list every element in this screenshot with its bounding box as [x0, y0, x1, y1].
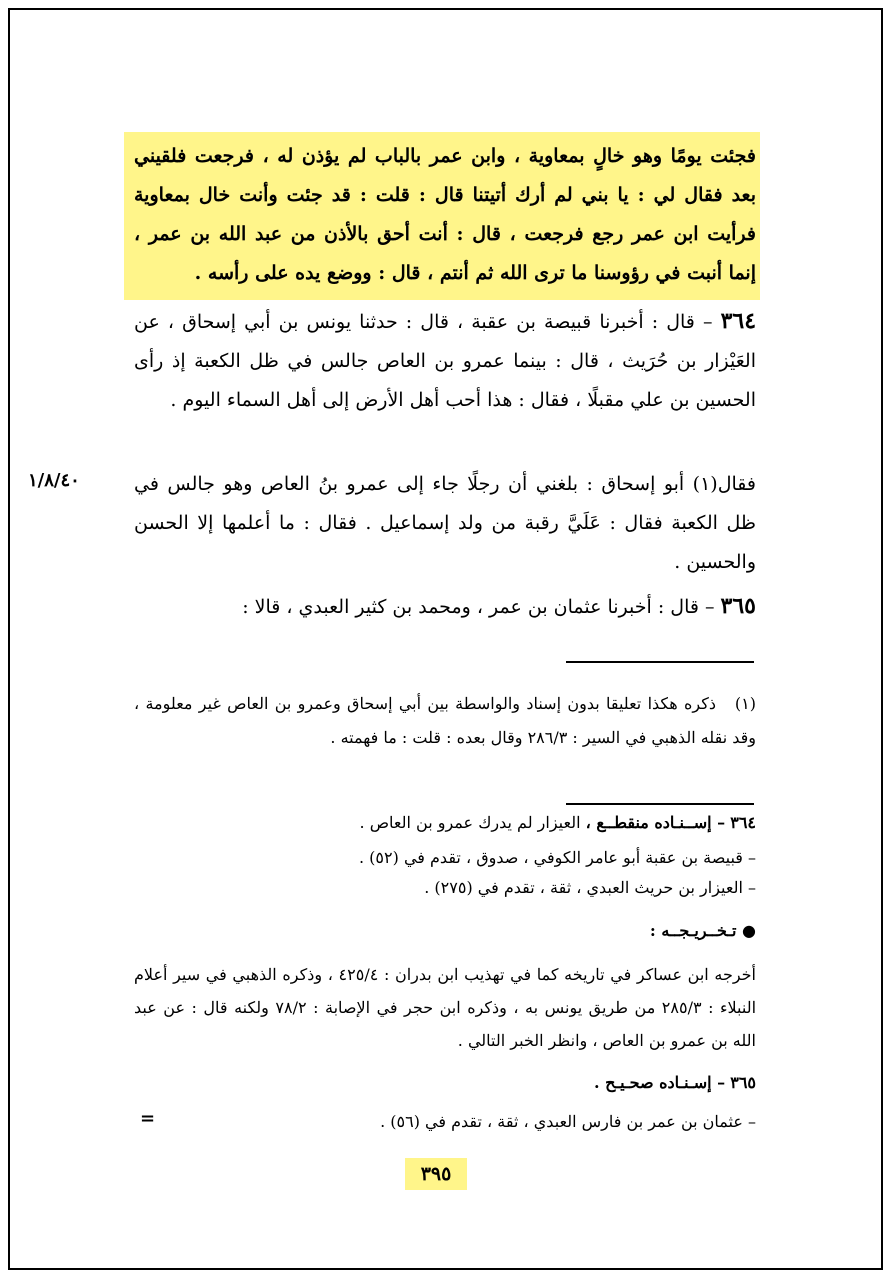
commentary-364-heading	[134, 808, 756, 838]
commentary-divider	[566, 803, 754, 805]
narrator-note-1: – قبيصة بن عقبة أبو عامر الكوفي ، صدوق ، تقدم في (٥٢) .	[359, 848, 756, 867]
commentary-365-heading	[134, 1068, 756, 1098]
commentary-364-rest: العيزار لم يدرك عمرو بن العاص .	[359, 813, 581, 832]
commentary-365-label: – إسـنـاده صحـيـح .	[593, 1073, 726, 1092]
commentary-364-number: ٣٦٤	[730, 813, 756, 832]
narrator-note-3: – عثمان بن عمر بن فارس العبدي ، ثقة ، تقدم في (٥٦) .	[380, 1112, 756, 1131]
hadith-364-number: ٣٦٤	[720, 308, 757, 334]
commentary-365-number: ٣٦٥	[730, 1073, 756, 1092]
narrator-note-2: – العيزار بن حريث العبدي ، ثقة ، تقدم في (٢٧٥) .	[424, 878, 756, 897]
footnote	[134, 687, 756, 755]
footnote-divider	[566, 661, 754, 663]
margin-reference: ١/٨/٤٠	[28, 470, 80, 491]
hadith-365	[134, 587, 756, 627]
hadith-364	[134, 302, 756, 420]
takhrij-heading: ● تـخــريـجــه :	[649, 921, 756, 940]
continuation-mark: =	[140, 1108, 156, 1129]
abu-ishaq-paragraph: فقال(١) أبو إسحاق : بلغني أن رجلًا جاء إلى عمرو بنُ العاص وهو جالس في ظل الكعبة فقال : عَلَيَّ رقبة من ولد إسماعيل . فقال : ما أعلمها إلا الحسن والحسين .	[134, 473, 756, 573]
page-number: ٣٩٥	[405, 1158, 467, 1190]
highlighted-passage: فجئت يومًا وهو خالٍ بمعاوية ، وابن عمر بالباب لم يؤذن له ، فرجعت فلقيني بعد فقال لي : يا بني لم أرك أتيتنا قال : قلت : قد جئت وأنت خال بمعاوية فرأيت ابن عمر رجع فرجعت ، قال : أنت أحق بالأذن من عبد الله بن عمر ، إنما أنبت في رؤوسنا ما ترى الله ثم أنتم ، قال : ووضع يده على رأسه .	[134, 145, 756, 284]
commentary-364-label: – إســنـاده منقطــع ،	[585, 813, 726, 832]
footnote-marker: (١)	[734, 694, 756, 713]
takhrij-text: أخرجه ابن عساكر في تاريخه كما في تهذيب ابن بدران : ٤٢٥/٤ ، وذكره الذهبي في سير أعلام النبلاء : ٢٨٥/٣ من طريق يونس به ، وذكره ابن حجر في الإصابة : ٧٨/٢ ولكنه قال : عن عبد الله بن عمرو بن العاص ، وانظر الخبر التالي .	[134, 965, 757, 1050]
hadith-365-text: – قال : أخبرنا عثمان بن عمر ، ومحمد بن كثير العبدي ، قالا :	[242, 596, 715, 618]
hadith-364-text: – قال : أخبرنا قبيصة بن عقبة ، قال : حدثنا يونس بن أبي إسحاق ، عن العَيْزار بن حُرَيث ، قال : بينما عمرو بن العاص جالس في ظل الكعبة إذ رأى الحسين بن علي مقبلًا ، فقال : هذا أحب أهل الأرض إلى أهل السماء اليوم .	[134, 311, 756, 411]
footnote-text: ذكره هكذا تعليقا بدون إسناد والواسطة بين أبي إسحاق وعمرو بن العاص غير معلومة ، وقد نقله الذهبي في السير : ٢٨٦/٣ وقال بعده : قلت : ما فهمته .	[134, 694, 756, 747]
hadith-365-number: ٣٦٥	[720, 593, 756, 619]
